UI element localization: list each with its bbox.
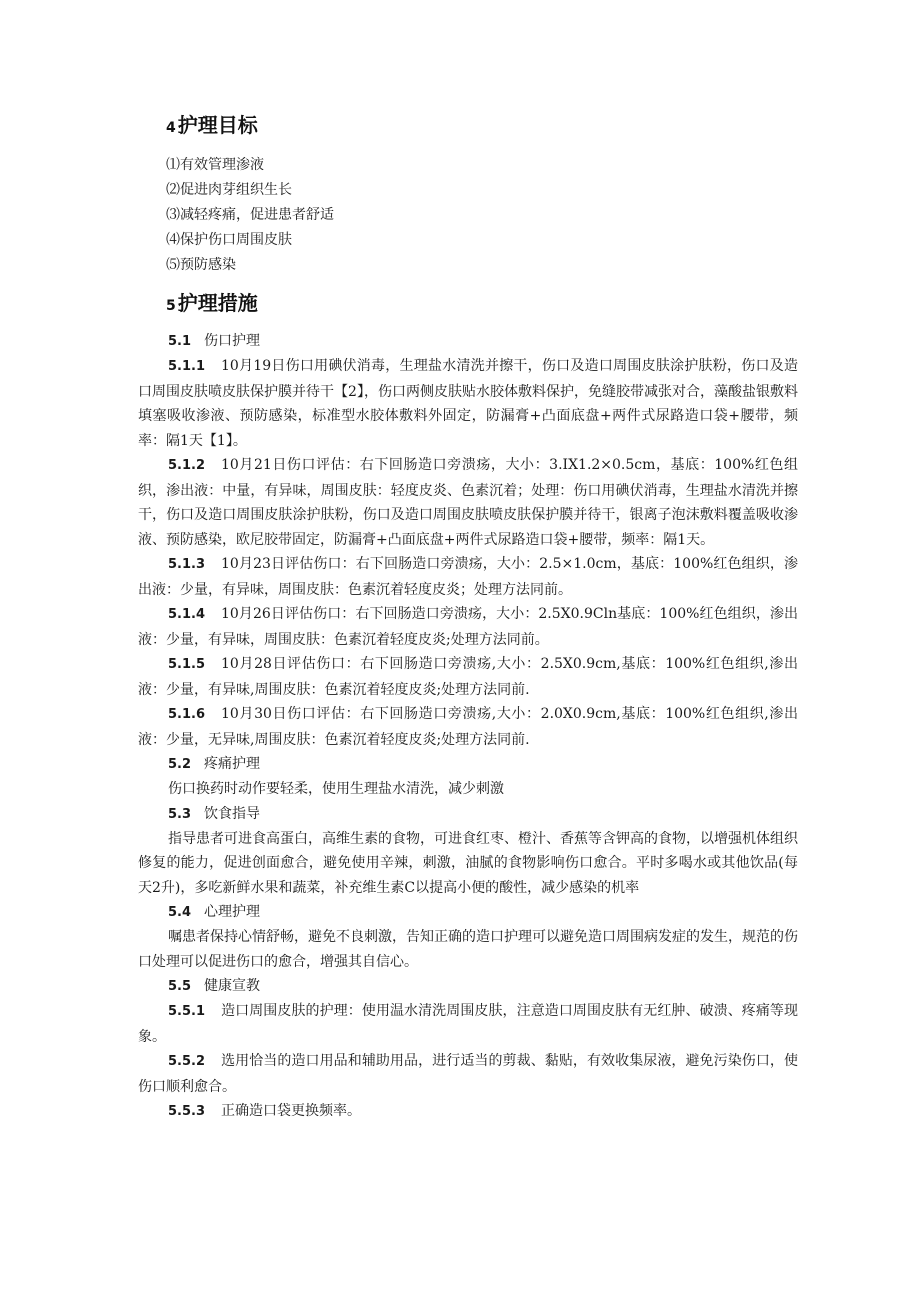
paragraph-text: 嘱患者保持心情舒畅，避免不良刺激，告知正确的造口护理可以避免造口周围病发症的发生，规范的伤口处理可以促进伤口的愈合，增强其自信心。: [138, 929, 798, 970]
section-title: 护理措施: [177, 291, 258, 315]
subsection-5-1-heading: [168, 329, 798, 354]
paragraph-5-1-4: [138, 602, 798, 652]
subsection-number: 5.5: [168, 979, 192, 994]
paragraph-5-5-2: [138, 1049, 798, 1099]
subsection-number: 5.1: [168, 334, 192, 349]
paragraph-5-1-3: [138, 552, 798, 602]
subsection-5-5-heading: [168, 974, 798, 999]
subsection-5-4-heading: [168, 900, 798, 925]
subsection-title: 心理护理: [204, 904, 260, 920]
section-4-heading: [166, 110, 798, 143]
section-title: 护理目标: [177, 113, 258, 137]
subsection-title: 健康宣教: [204, 978, 260, 994]
paragraph-text: 伤口换药时动作要轻柔，使用生理盐水清洗，减少刺激: [168, 781, 504, 797]
paragraph-number: 5.1.1: [168, 359, 206, 374]
subsection-title: 饮食指导: [204, 805, 260, 822]
paragraph-number: 5.1.5: [168, 657, 206, 672]
goals-list: [166, 153, 798, 278]
paragraph-5-1-1: [138, 354, 798, 453]
paragraph-5-3: [138, 827, 798, 901]
section-number: 5: [166, 298, 176, 314]
paragraph-text: 指导患者可进食高蛋白，高维生素的食物，可进食红枣、橙汁、香蕉等含钾高的食物，以增强机体组织修复的能力，促进创面愈合，避免使用辛辣，刺激，油腻的食物影响伤口愈合。平时多喝水或其他饮品(每天2升)，多吃新鲜水果和蔬菜，补充维生素C以提高小便的酸性，减少感染的机率: [138, 830, 798, 896]
subsection-title: 伤口护理: [204, 333, 260, 349]
paragraph-number: 5.1.4: [168, 607, 206, 622]
subsection-number: 5.2: [168, 757, 192, 772]
section-number: 4: [166, 120, 176, 136]
paragraph-number: 5.1.2: [168, 458, 206, 473]
subsection-number: 5.4: [168, 905, 192, 920]
goal-item: ⑶减轻疼痛，促进患者舒适: [166, 207, 334, 223]
paragraph-text: 造口周围皮肤的护理：使用温水清洗周围皮肤，注意造口周围皮肤有无红肿、破溃、疼痛等现象。: [138, 1003, 798, 1045]
paragraph-text: 正确造口袋更换频率。: [221, 1103, 362, 1119]
paragraph-text: 10月30日伤口评估：右下回肠造口旁溃疡,大小：2.0X0.9cm,基底：100%红色组织,渗出液：少量，无异味,周围皮肤：色素沉着轻度皮炎;处理方法同前.: [138, 706, 798, 748]
paragraph-text: 10月23日评估伤口：右下回肠造口旁溃疡，大小：2.5×1.0cm，基底：100%红色组织，渗出液：少量，有异味，周围皮肤：色素沉着轻度皮炎；处理方法同前。: [138, 556, 798, 598]
paragraph-5-4: [138, 925, 798, 974]
paragraph-number: 5.5.2: [168, 1054, 206, 1069]
paragraph-number: 5.1.3: [168, 557, 206, 572]
document-body: [138, 110, 798, 1125]
section-5-heading: [166, 288, 798, 321]
subsection-title: 疼痛护理: [204, 756, 260, 772]
subsection-5-3-heading: [168, 802, 798, 827]
subsection-5-2-heading: [168, 752, 798, 777]
paragraph-5-1-6: [138, 702, 798, 752]
subsection-number: 5.3: [168, 806, 192, 822]
paragraph-5-1-5: [138, 652, 798, 702]
goal-item: ⑷保护伤口周围皮肤: [166, 232, 292, 248]
paragraph-text: 10月28日评估伤口：右下回肠造口旁溃疡,大小：2.5X0.9cm,基底：100%红色组织,渗出液：少量，有异味,周围皮肤：色素沉着轻度皮炎;处理方法同前.: [138, 656, 798, 698]
paragraph-text: 选用恰当的造口用品和辅助用品，进行适当的剪裁、黏贴，有效收集尿液，避免污染伤口，使伤口顺利愈合。: [138, 1053, 798, 1095]
paragraph-text: 10月21日伤口评估：右下回肠造口旁溃疡，大小：3.IX1.2×0.5cm，基底：100%红色组织，渗出液：中量，有异味，周围皮肤：轻度皮炎、色素沉着；处理：伤口用碘伏消毒，生理盐水清洗并擦干，伤口及造口周围皮肤涂护肤粉，伤口及造口周围皮肤喷皮肤保护膜并待干，银离子泡沫敷料覆盖吸收渗液、预防感染，欧尼胶带固定，防漏膏+凸面底盘+两件式尿路造口袋+腰带，频率：隔1天。: [138, 457, 798, 548]
paragraph-number: 5.5.1: [168, 1004, 206, 1019]
paragraph-text: 10月19日伤口用碘伏消毒，生理盐水清洗并擦干，伤口及造口周围皮肤涂护肤粉，伤口及造口周围皮肤喷皮肤保护膜并待干【2】，伤口两侧皮肤贴水胶体敷料保护，免缝胶带减张对合，藻酸盐银敷料填塞吸收渗液、预防感染，标准型水胶体敷料外固定，防漏膏+凸面底盘+两件式尿路造口袋+腰带，频率：隔1天【1】。: [138, 358, 798, 449]
goal-item: ⑸预防感染: [166, 257, 236, 273]
goal-item: ⑵促进肉芽组织生长: [166, 182, 292, 198]
goal-item: ⑴有效管理渗液: [166, 157, 264, 173]
paragraph-5-5-3: [138, 1099, 798, 1125]
paragraph-number: 5.5.3: [168, 1104, 206, 1119]
paragraph-number: 5.1.6: [168, 707, 206, 722]
paragraph-5-2: [138, 777, 798, 802]
paragraph-5-5-1: [138, 999, 798, 1049]
paragraph-text: 10月26日评估伤口：右下回肠造口旁溃疡，大小：2.5X0.9Cln基底：100%红色组织，渗出液：少量，有异味，周围皮肤：色素沉着轻度皮炎;处理方法同前。: [138, 606, 798, 648]
paragraph-5-1-2: [138, 453, 798, 552]
